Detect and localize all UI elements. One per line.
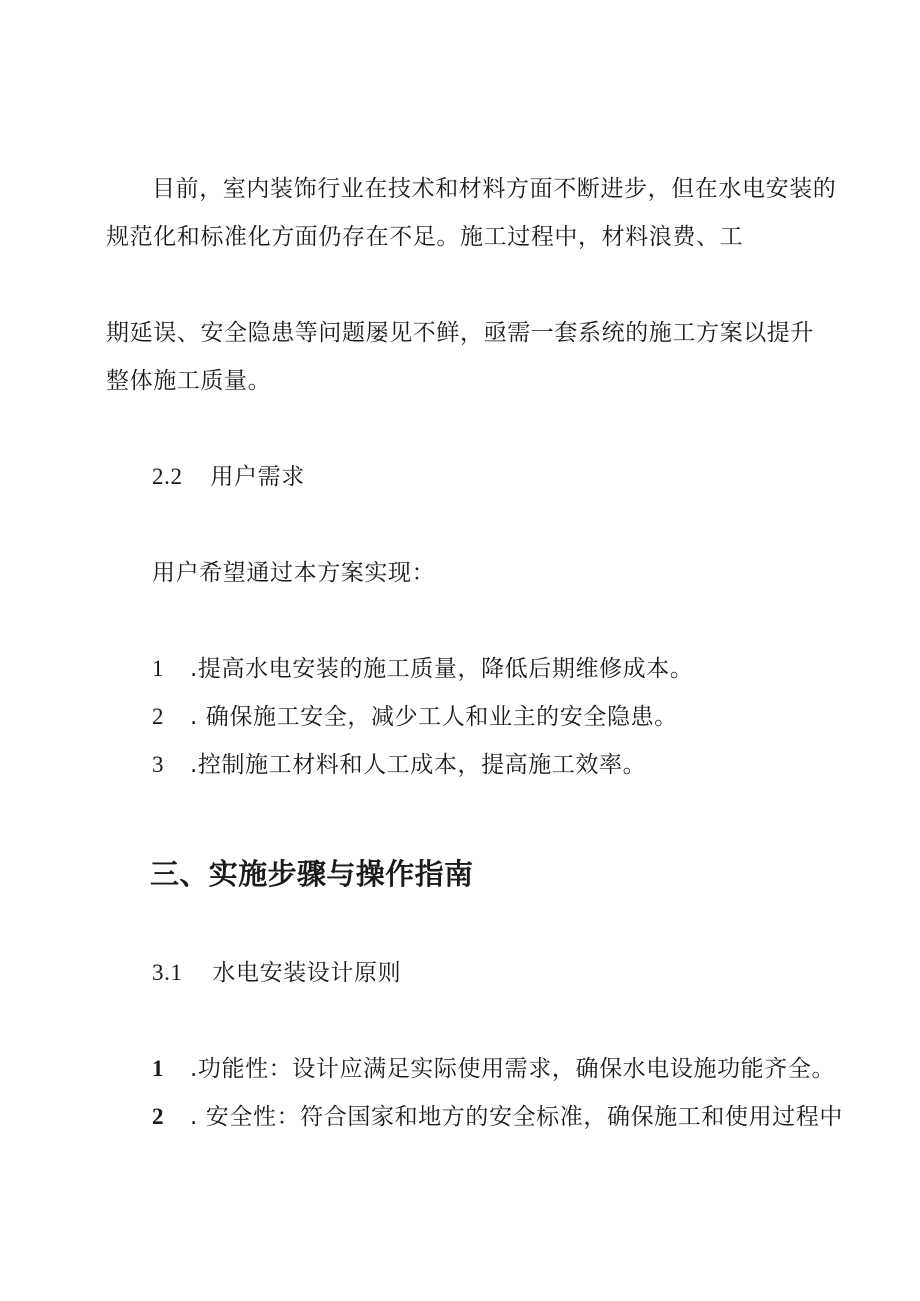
section-3-1-heading: [152, 958, 401, 988]
list-item-number: 3: [152, 752, 165, 777]
intro-paragraph-line-2: 规范化和标准化方面仍存在不足。施工过程中，材料浪费、工: [106, 224, 744, 250]
list-item: [152, 750, 646, 780]
list-item: [152, 1102, 843, 1132]
intro-paragraph-line-3: 期延误、安全隐患等问题屡见不鲜，亟需一套系统的施工方案以提升: [106, 320, 814, 346]
section-title: 水电安装设计原则: [212, 960, 402, 986]
list-item-text: . 确保施工安全，减少工人和业主的安全隐患。: [189, 704, 678, 730]
list-item-number: 1: [152, 656, 165, 681]
list-item: [152, 654, 693, 684]
list-item-text: . 安全性：符合国家和地方的安全标准，确保施工和使用过程中: [189, 1104, 843, 1130]
chapter-3-heading: 三、实施步骤与操作指南: [150, 857, 474, 891]
section-title: 用户需求: [210, 464, 305, 490]
section-number: 2.2: [152, 464, 183, 489]
list-item: [152, 702, 678, 732]
list-item-number: 2: [152, 1104, 165, 1129]
list-item: [152, 1054, 835, 1084]
intro-paragraph-line-4: 整体施工质量。: [106, 368, 272, 394]
list-item-text: .功能性：设计应满足实际使用需求，确保水电设施功能齐全。: [189, 1056, 836, 1082]
list-item-number: 2: [152, 704, 165, 729]
section-number: 3.1: [152, 960, 183, 985]
section-2-2-lead: 用户希望通过本方案实现：: [152, 560, 436, 586]
section-2-2-heading: [152, 462, 305, 492]
list-item-number: 1: [152, 1056, 165, 1081]
list-item-text: .控制施工材料和人工成本，提高施工效率。: [189, 752, 647, 778]
list-item-text: .提高水电安装的施工质量，降低后期维修成本。: [189, 656, 694, 682]
intro-paragraph-line-1: 目前，室内装饰行业在技术和材料方面不断进步，但在水电安装的: [152, 176, 837, 202]
